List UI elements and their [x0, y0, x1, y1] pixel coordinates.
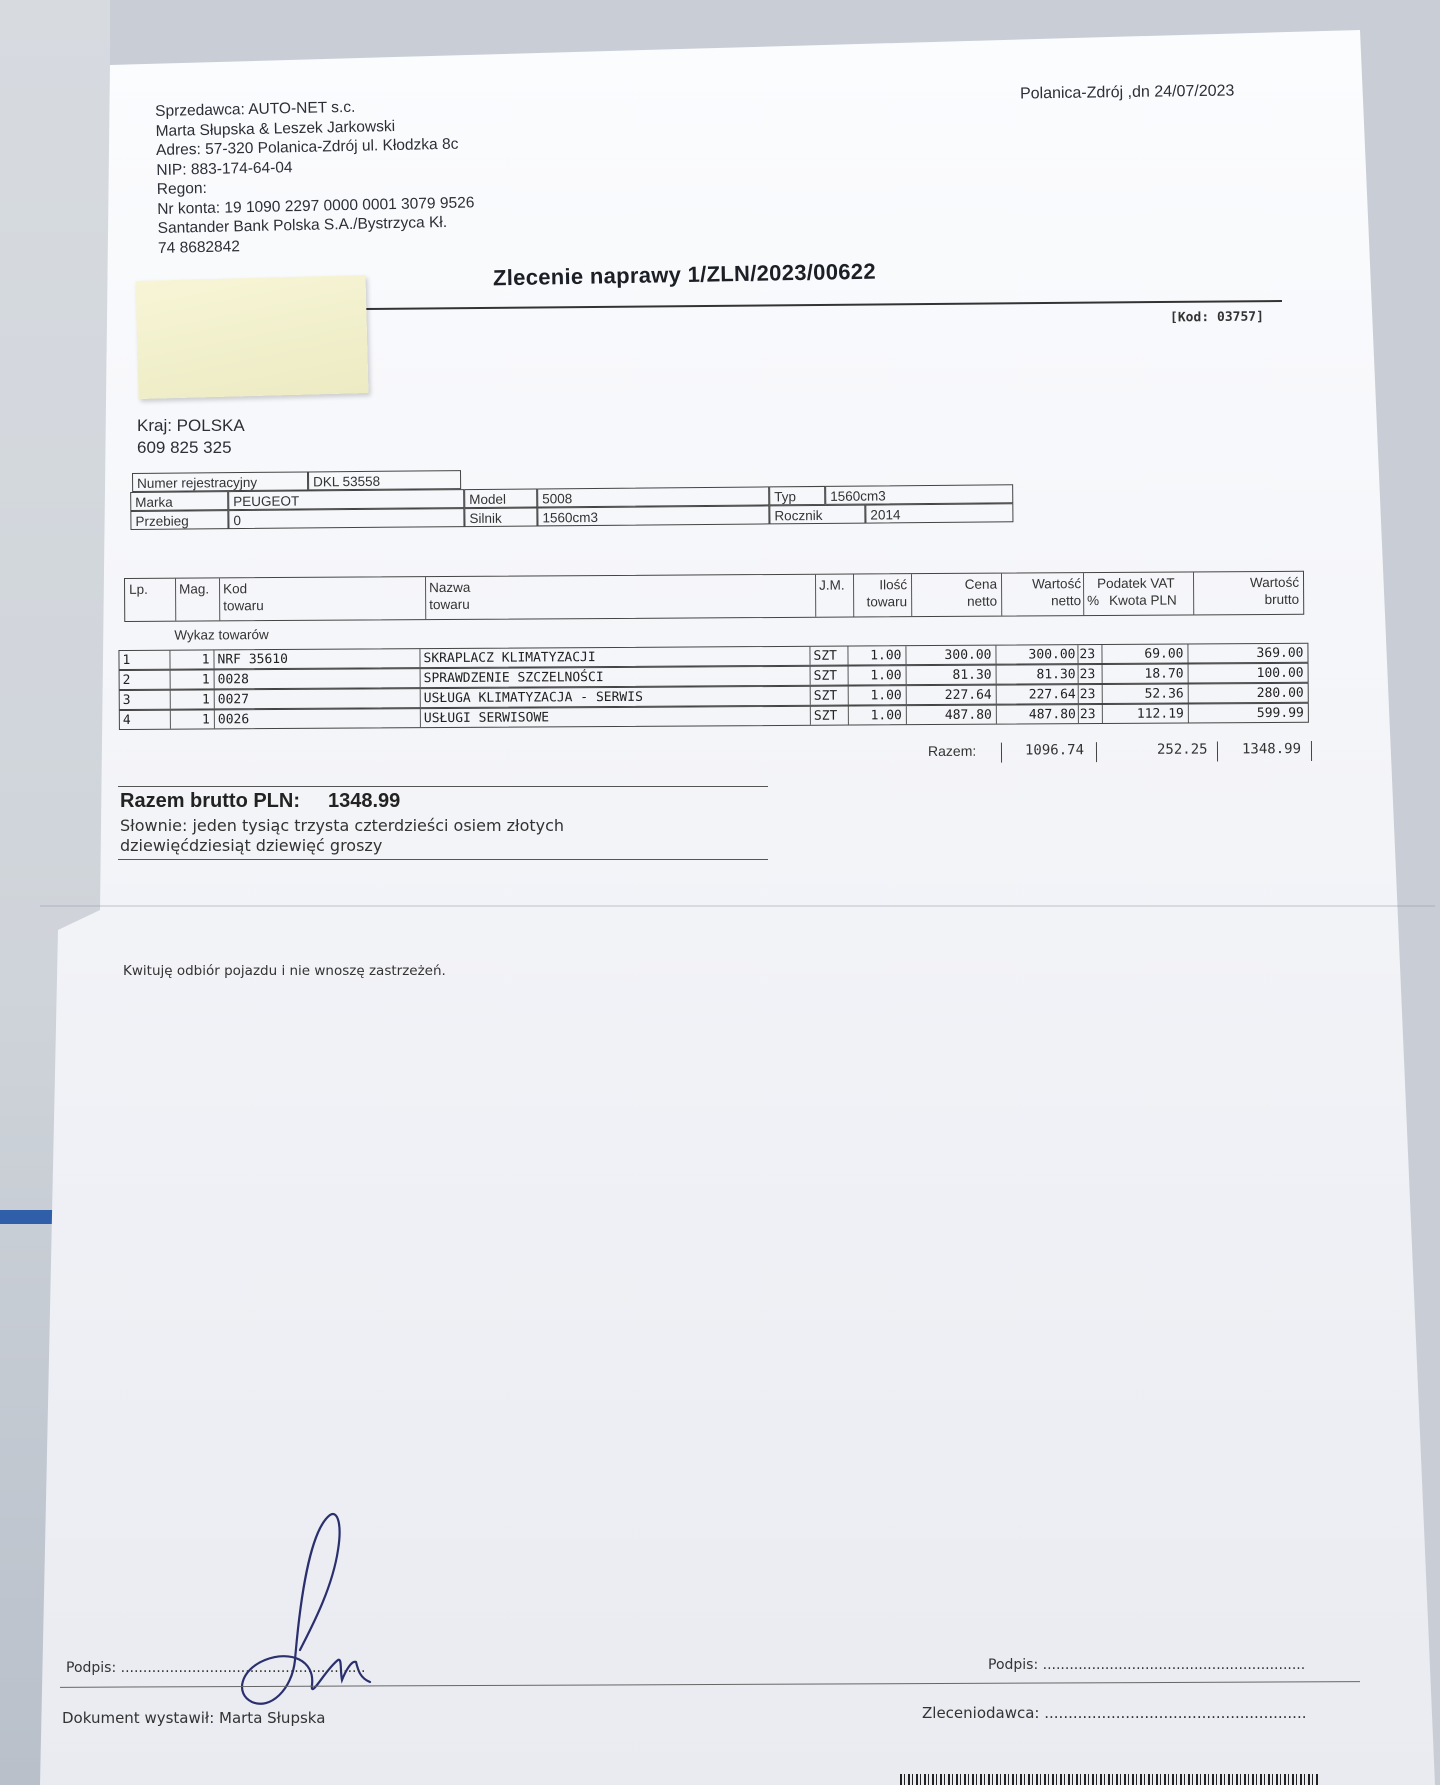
mileage-value: 0	[228, 508, 464, 529]
signature-field-left: Podpis: .......................................................	[66, 1660, 366, 1676]
cell-brutto: 599.99	[1256, 705, 1304, 722]
cell-jm: SZT	[813, 708, 838, 724]
header-nazwa-2: towaru	[429, 596, 470, 613]
cell-wartosc: 487.80	[1028, 707, 1076, 723]
header-ilosc-2: towaru	[866, 594, 908, 610]
year-label: Rocznik	[769, 505, 865, 525]
cell-brutto: 280.00	[1256, 685, 1304, 702]
cell-vat: 23	[1079, 687, 1096, 703]
cell-kwota: 18.70	[1144, 666, 1184, 682]
engine-value: 1560cm3	[537, 505, 769, 526]
cell-jm: SZT	[813, 648, 838, 664]
cell-kod: 0027	[217, 692, 250, 708]
seller-line: Marta Słupska & Leszek Jarkowski	[155, 117, 396, 140]
type-value: 1560cm3	[825, 484, 1013, 505]
cell-mag: 1	[201, 672, 210, 688]
header-wartosc-2: netto	[1051, 593, 1082, 609]
totals-brutto: 1348.99	[1241, 741, 1302, 758]
header-brutto-2: brutto	[1264, 591, 1300, 607]
cell-nazwa: USŁUGA KLIMATYZACJA - SERWIS	[423, 689, 643, 707]
cell-ilosc: 1.00	[870, 648, 902, 664]
model-value: 5008	[537, 486, 769, 507]
amount-words-line: dziewięćdziesiąt dziewięć groszy	[120, 836, 383, 855]
document-date: Polanica-Zdrój ,dn 24/07/2023	[1019, 82, 1235, 103]
header-brutto: Wartość	[1249, 574, 1300, 591]
cell-kwota: 69.00	[1144, 646, 1184, 662]
cell-kwota: 52.36	[1144, 686, 1184, 702]
seller-line: Sprzedawca: AUTO-NET s.c.	[155, 98, 356, 120]
header-jm: J.M.	[819, 577, 845, 593]
engine-label: Silnik	[464, 507, 537, 527]
seller-line: Adres: 57-320 Polanica-Zdrój ul. Kłodzka 8c	[155, 135, 459, 159]
acknowledgement-text: Kwituję odbiór pojazdu i nie wnoszę zastrzeżeń.	[123, 963, 446, 979]
items-table	[118, 571, 1309, 738]
cell-jm: SZT	[813, 668, 838, 684]
barcode	[900, 1774, 1320, 1785]
header-cena-2: netto	[967, 593, 998, 609]
seller-line: Regon:	[156, 179, 207, 198]
header-mag: Mag.	[179, 581, 210, 597]
desk-object	[0, 1210, 60, 1224]
amount-in-words	[120, 816, 564, 856]
header-kod: Kod	[223, 581, 248, 597]
cell-ilosc: 1.00	[870, 688, 902, 704]
cell-kwota: 112.19	[1136, 706, 1184, 722]
cell-vat: 23	[1079, 707, 1096, 723]
cell-wartosc: 300.00	[1028, 647, 1076, 663]
cell-lp: 1	[122, 652, 131, 668]
document-title: Zlecenie naprawy 1/ZLN/2023/00622	[492, 258, 877, 291]
cell-brutto: 369.00	[1256, 645, 1304, 662]
signature-field-right: Podpis: ...........................................................	[988, 1657, 1306, 1673]
cell-vat: 23	[1079, 647, 1096, 663]
table-rows	[118, 643, 1308, 728]
cell-cena: 300.00	[944, 647, 992, 663]
cell-vat: 23	[1079, 667, 1096, 683]
cell-kod: 0026	[217, 712, 250, 728]
cell-ilosc: 1.00	[870, 708, 902, 724]
cell-nazwa: USŁUGI SERWISOWE	[423, 710, 550, 727]
cell-mag: 1	[201, 652, 210, 668]
seller-line: 74 8682842	[157, 237, 241, 257]
handwritten-signature	[230, 1510, 390, 1720]
cell-lp: 2	[122, 672, 131, 688]
section-label: Wykaz towarów	[174, 627, 269, 643]
cell-lp: 3	[122, 692, 131, 708]
summary-value: 1348.99	[328, 790, 401, 812]
totals-label: Razem:	[927, 742, 977, 760]
header-ilosc: Ilość	[879, 577, 908, 593]
mileage-label: Przebieg	[130, 510, 228, 530]
seller-line: NIP: 883-174-64-04	[156, 158, 293, 179]
year-value: 2014	[865, 503, 1013, 523]
cell-mag: 1	[201, 692, 210, 708]
type-label: Typ	[769, 486, 825, 505]
cell-wartosc: 81.30	[1036, 667, 1076, 683]
client-phone: 609 825 325	[137, 438, 232, 457]
amount-words-line: Słownie: jeden tysiąc trzysta czterdzieści osiem złotych	[120, 816, 565, 835]
header-cena: Cena	[964, 576, 998, 592]
client-block	[137, 415, 245, 459]
totals-netto: 1096.74	[1024, 742, 1085, 759]
cell-ilosc: 1.00	[870, 668, 902, 684]
make-value: PEUGEOT	[228, 489, 464, 510]
cell-nazwa: SPRAWDZENIE SZCZELNOŚCI	[423, 670, 604, 687]
header-vat: Podatek VAT	[1097, 575, 1175, 592]
cell-cena: 227.64	[944, 687, 992, 703]
header-lp: Lp.	[129, 581, 148, 597]
cell-lp: 4	[122, 712, 131, 728]
totals-vat: 252.25	[1156, 741, 1208, 758]
client-country: Kraj: POLSKA	[137, 416, 245, 435]
cell-brutto: 100.00	[1256, 665, 1304, 682]
seller-line: Santander Bank Polska S.A./Bystrzyca Kł.	[157, 213, 448, 237]
cell-mag: 1	[201, 712, 210, 728]
header-kod-2: towaru	[223, 598, 264, 614]
issued-by: Dokument wystawił: Marta Słupska	[62, 1709, 326, 1727]
make-label: Marka	[130, 491, 228, 511]
cell-kod: 0028	[217, 672, 249, 688]
header-vat-kwota: Kwota PLN	[1109, 592, 1177, 608]
header-wartosc: Wartość	[1031, 576, 1082, 592]
cell-wartosc: 227.64	[1028, 687, 1076, 703]
cell-jm: SZT	[813, 688, 838, 704]
reg-label: Numer rejestracyjny	[132, 471, 308, 492]
header-vat-pct: %	[1087, 593, 1100, 609]
paper-fold	[40, 905, 1435, 907]
sticky-note	[135, 275, 368, 399]
table-header	[124, 571, 1304, 622]
cell-cena: 487.80	[944, 707, 992, 723]
cell-kod: NRF 35610	[217, 651, 288, 668]
model-label: Model	[464, 488, 537, 508]
summary-total	[120, 790, 400, 813]
client-signature-field: Zleceniodawca: .......................................................	[922, 1704, 1307, 1722]
totals-row	[925, 741, 1315, 765]
order-code: [Kod: 03757]	[1169, 309, 1264, 326]
reg-value: DKL 53558	[308, 470, 461, 490]
summary-label: Razem brutto PLN:	[120, 790, 300, 812]
seller-block	[155, 95, 475, 258]
seller-line: Nr konta: 19 1090 2297 0000 0001 3079 9526	[157, 193, 475, 218]
header-nazwa: Nazwa	[429, 579, 471, 596]
cell-cena: 81.30	[952, 667, 992, 683]
cell-nazwa: SKRAPLACZ KLIMATYZACJI	[423, 650, 596, 667]
